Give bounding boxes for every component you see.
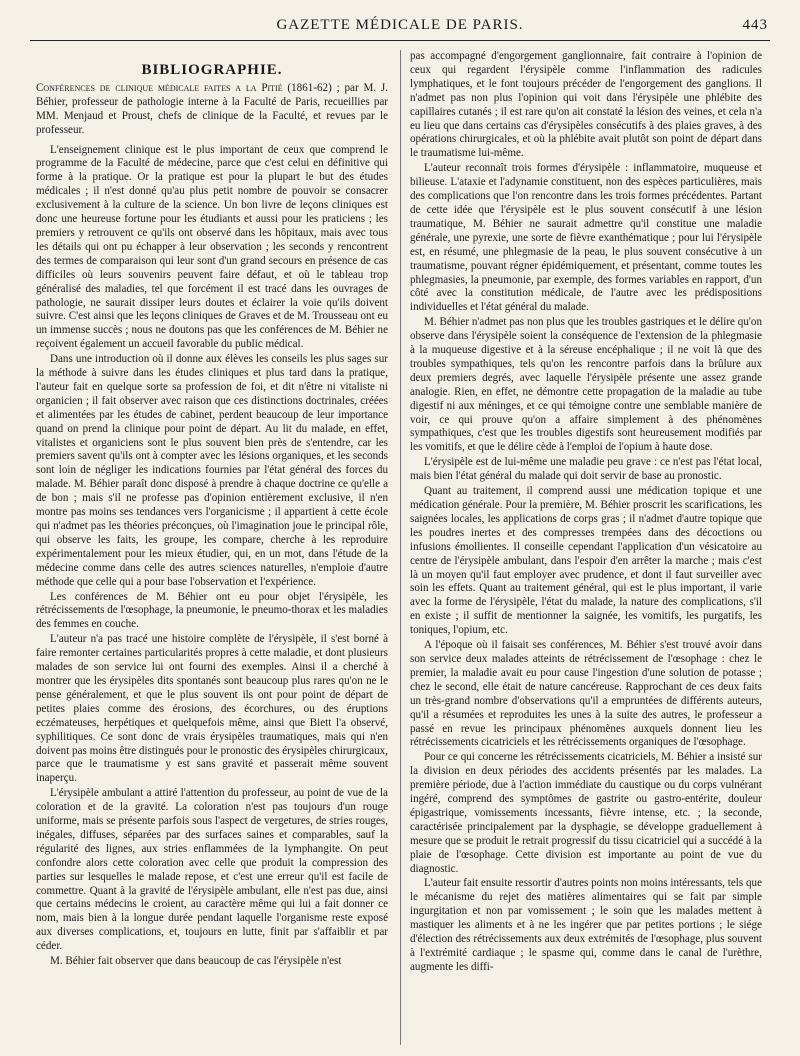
reference-details: par M. J. Béhier, professeur de pathologie interne à la Faculté de Paris, recueillies par MM. Menjaud et Proust, chefs de clinique de la Faculté, et revues par le professeur. [36,81,388,136]
paragraph: L'érysipèle ambulant a attiré l'attention du professeur, au point de vue de la coloration et de la gravité. La coloration n'est pas toujours d'un rouge uniforme, mais se présente parfois sous l'aspect de vergetures, de stries rouges, inégales, diffuses, séparées par des surfaces saines et comparables, sauf la régularité des lignes, aux stries enflammées de la lymphangite. On peut confondre alors cette coloration avec celle que produit la compression des parties sur lesquelles le malade repose, et c'est une erreur qu'il est facile de commettre. Quant à la gravité de l'érysipèle ambulant, elle n'est pas due, ainsi que certains médecins le croient, au caractère même qui lui a fait donner ce nom, mais bien à la longue durée pendant laquelle l'organisme reste exposé aux diverses complications, et, toujours en lutte, finit par s'affaiblir et par céder. [36,787,388,953]
running-header [30,14,770,41]
reference-lead: Conférences de clinique médicale faites a la Pitié (1861-62) ; [36,81,340,94]
journal-title: GAZETTE MÉDICALE DE PARIS. [276,17,524,33]
book-reference [36,82,388,138]
paragraph: Quant au traitement, il comprend aussi une médication topique et une médication générale. Pour la première, M. Béhier proscrit les scarifications, les saignées locales, les applications de corps gras ; il n'admet d'autre topique que les poudres inertes et des compresses trempées dans des décoctions ou infusions émollientes. Il conseille cependant l'application d'un vésicatoire au centre de l'érysipèle ambulant, dans l'espoir d'en arrêter la marche ; mais c'est là un moyen qu'il faut employer avec prudence, et dont il faut surveiller avec soin les effets. Quant au traitement général, qui est le plus important, il varie avec la forme de l'érysipèle, l'état du malade, la nature des complications, s'il en existe ; il suffit de mentionner la saignée, les vomitifs, les purgatifs, les toniques, l'opium, etc. [410,485,762,637]
page-number: 443 [742,17,768,33]
paragraph: Dans une introduction où il donne aux élèves les conseils les plus sages sur la méthode à suivre dans les études cliniques et plus tard dans la pratique, l'auteur fait en quelque sorte sa profession de foi, et dit n'être ni vitaliste ni organicien ; il fait observer avec raison que ces distinctions doctrinales, créées et alimentées par les études de cabinet, perdent beaucoup de leur importance quand on prend la clinique pour point de départ. Au lit du malade, en effet, vitalistes et organiciens sont le plus souvent bien près de s'entendre, car les premiers savent qu'ils ont à compter avec les lésions organiques, et les seconds sont loin de négliger les indications fournies par l'état général des forces du malade. M. Béhier paraît donc disposé à prendre à chaque doctrine ce qu'elle a de bon ; mais s'il ne professe pas d'opinion entièrement exclusive, il n'en montre pas moins ses tendances vers l'organicisme ; il appartient à cette école qui n'admet pas les théories préconçues, où l'imagination joue le principal rôle, qui observe les faits, les groupe, les compare, cherche à les reproduire expérimentalement pour les mieux étudier, qui, en un mot, dans l'étude de la médecine comme dans celle des autres sciences naturelles, n'emploie d'autre méthode que celle qui a pour base l'observation et l'expérience. [36,353,388,588]
right-column [410,50,762,1050]
paragraph: A l'époque où il faisait ses conférences, M. Béhier s'est trouvé avoir dans son service deux malades atteints de rétrécissement de l'œsophage : chez le premier, la maladie avait eu pour cause l'ingestion d'une solution de potasse ; chez le second, elle était de nature cancéreuse. Rapprochant de ces deux faits un très-grand nombre d'observations qu'il a empruntées de différents auteurs, qu'il a résumées et reproduites les unes à la suite des autres, le professeur a passé en revue les principaux phénomènes auxquels donnent lieu les rétrécissements cicatriciels et les rétrécissements organiques de l'œsophage. [410,639,762,749]
paragraph: L'auteur fait ensuite ressortir d'autres points non moins intéressants, tels que le mécanisme du rejet des matières alimentaires qui se fait par simple ingurgitation et non par vomissement ; le soin que les malades mettent à mastiquer les aliments et à ne les ingérer que par petites portions ; le siége d'élection des rétrécissements aux deux extrémités de l'œsophage, plus souvent à l'extrémité cardiaque ; le spasme qui, comme dans le canal de l'urèthre, augmente les diffi- [410,877,762,973]
paragraph: L'érysipèle est de lui-même une maladie peu grave : ce n'est pas l'état local, mais bien l'état général du malade qui doit servir de base au pronostic. [410,456,762,483]
paragraph: L'auteur reconnaît trois formes d'érysipèle : inflammatoire, muqueuse et bilieuse. L'ataxie et l'adynamie constituent, non des espèces particulières, mais des complications que l'on rencontre dans les trois formes précédentes. Partant de cette idée que l'érysipèle est le plus souvent consécutif à une lésion traumatique, M. Béhier ne saurait admettre qu'il constitue une maladie générale, une pyrexie, une sorte de fièvre exanthématique ; pour lui l'érysipèle est, en résumé, une phlegmasie de la peau, le plus souvent consécutive à un traumatisme, pouvant régner épidémiquement, et présentant, comme toutes les phlegmasies, la pneumonie, par exemple, des formes variables en rapport, d'un côté avec la constitution médicale, de l'autre avec les prédispositions individuelles et l'état général du malade. [410,162,762,314]
paragraph: M. Béhier fait observer que dans beaucoup de cas l'érysipèle n'est [50,955,342,968]
column-divider [400,50,401,1045]
paragraph: L'enseignement clinique est le plus important de ceux que comprend le programme de la Faculté de médecine, parce que c'est celui en définitive qui forme à la pratique. Or la pratique est pour la plupart le but des études médicales ; il n'est donné qu'au plus petit nombre de pouvoir se consacrer exclusivement à la culture de la science. Un bon livre de leçons cliniques est donc une heureuse fortune pour les étudiants et aussi pour les praticiens ; les premiers y retrouvent ce qu'ils ont observé dans les hôpitaux, mais avec tous les détails qui ont pu échapper à leur observation ; les seconds y rencontrent des termes de comparaison qui leur sont d'un grand secours en présence de cas difficiles où leurs souvenirs peuvent faire défaut, et où le tableau trop généralisé des maladies, tel que forcément il est tracé dans les ouvrages de pathologie, ne saurait dissiper leurs doutes et éclairer la voie qu'ils doivent suivre. C'est ainsi que les leçons cliniques de Graves et de M. Trousseau ont eu un immense succès ; nous ne doutons pas que les conférences de M. Béhier ne reçoivent également un accueil favorable du public médical. [36,143,388,351]
paragraph: M. Béhier n'admet pas non plus que les troubles gastriques et le délire qu'on observe dans l'érysipèle soient la conséquence de l'extension de la phlegmasie à la muqueuse digestive et à la séreuse encéphalique ; il ne voit là que des troubles sympathiques, tels qu'on les rencontre parfois dans la brûlure aux deux premiers degrés, avec laquelle l'érysipèle présente une assez grande analogie. Rien, en effet, ne démontre cette propagation de la maladie au tube digestif ni aux méninges, et ce qui témoigne contre une semblable manière de voir, ce qui prouve qu'on a affaire simplement à des phénomènes sympathiques, c'est que les troubles digestifs sont heureusement modifiés par les vomitifs, et que le délire cède à l'emploi de l'opium à haute dose. [410,316,762,454]
paragraph: pas accompagné d'engorgement ganglionnaire, fait contraire à l'opinion de ceux qui regardent l'érysipèle comme l'inflammation des radicules lymphatiques, et le font toujours précéder de l'engorgement des ganglions. Il n'admet pas non plus l'opinion qui voit dans l'érysipèle une phlébite des capillaires cutanés ; il est rare qu'on ait constaté la lésion des veines, et cela n'a eu lieu que dans certains cas d'érysipèles consécutifs à des plaies graves, à des opérations chirurgicales, et où la phlébite avait plutôt son point de départ dans le traumatisme lui-même. [410,50,762,160]
paragraph: L'auteur n'a pas tracé une histoire complète de l'érysipèle, il s'est borné à faire remonter certaines particularités propres à cette maladie, et dont plusieurs malades de son service lui ont fourni des exemples. Ainsi il a cherché à montrer que les érysipèles dits spontanés sont beaucoup plus rares qu'on ne le pense généralement, et que le plus souvent ils ont pour point de départ de petites plaies comme des érosions, des écorchures, ou des éruptions eczémateuses, herpétiques et quelquefois même, ainsi que Biett l'a observé, syphilitiques. Ce sont donc de vrais érysipèles traumatiques, mais qui n'en doivent pas moins être distingués pour le pronostic des érysipèles chirurgicaux, parce que le traumatisme y est sans gravité et passerait même souvent inaperçu. [36,633,388,785]
paragraph: Les conférences de M. Béhier ont eu pour objet l'érysipèle, les rétrécissements de l'œsophage, la pneumonie, le pneumo-thorax et les maladies des femmes en couche. [36,590,388,631]
left-column [36,50,388,1050]
paragraph: Pour ce qui concerne les rétrécissements cicatriciels, M. Béhier a insisté sur la division en deux périodes des accidents présentés par les malades. La première période, due à l'action immédiate du caustique ou du corps vulnérant ingéré, comprend des symptômes de gastrite ou gastro-entérite, douleur épigastrique, vomissements incessants, fièvre intense, etc. ; la seconde, caractérisée principalement par la dysphagie, se développe graduellement à mesure que se produit le retrait progressif du tissu cicatriciel qui a succédé à la plaie de l'œsophage. Cette division est importante au point de vue du diagnostic. [410,751,762,875]
section-title: BIBLIOGRAPHIE. [141,62,283,78]
